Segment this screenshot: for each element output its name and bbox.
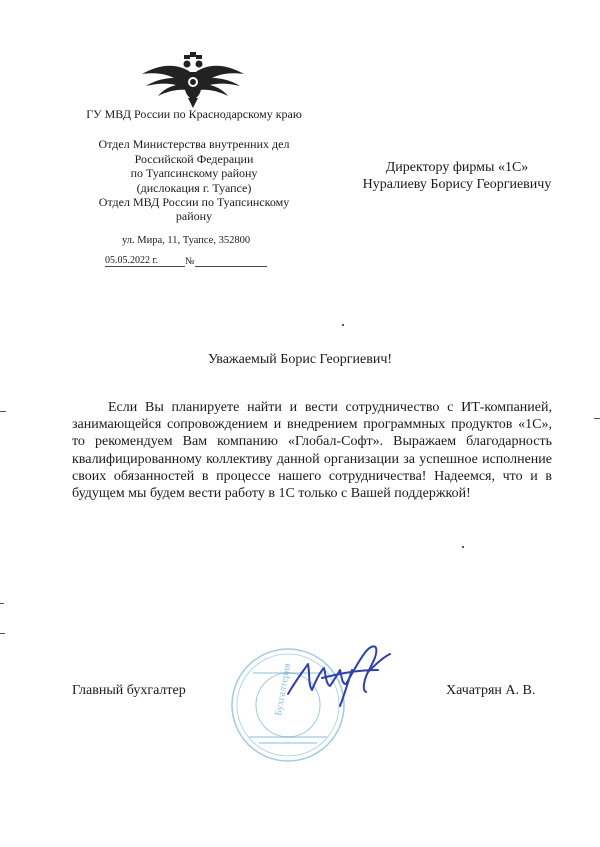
- sender-dept-line: по Туапсинскому району: [130, 166, 258, 181]
- recipient-line-1: Директору фирмы «1С»: [385, 160, 529, 175]
- number-blank: [195, 255, 267, 267]
- sender-dept-line: району: [175, 209, 213, 224]
- sender-dept-line: Отдел Министерства внутренних дел: [98, 137, 290, 152]
- stamp-text: Бухгалтерия: [273, 662, 294, 717]
- sender-address: ул. Мира, 11, Туапсе, 352800: [122, 235, 251, 246]
- signer-name: Хачатрян А. В.: [446, 683, 536, 698]
- sender-block: [64, 107, 324, 224]
- number-label: №: [185, 256, 195, 267]
- scan-speck: [0, 633, 5, 634]
- scan-speck: [0, 603, 4, 604]
- scan-speck: [342, 324, 344, 326]
- scan-speck: [594, 418, 600, 419]
- signer-role: Главный бухгалтер: [72, 683, 186, 698]
- recipient-block: [346, 159, 568, 193]
- scan-speck: [0, 411, 6, 412]
- sender-org-main: ГУ МВД России по Краснодарскому краю: [86, 107, 302, 121]
- mvd-emblem-icon: [138, 52, 248, 108]
- letter-body: Если Вы планируете найти и вести сотрудничество с ИТ-компанией, занимающейся сопровождением и внедрением программных продуктов «1С», то рекомендуем Вам компанию «Глобал-Софт». Выражаем благодарность квалифицированному коллективу данной организации за успешное исполнение своих обязанностей в процессе нашего сотрудничества! Надеемся, что и в будущем мы будем вести работу в 1С только с Вашей поддержкой!: [72, 400, 552, 502]
- sender-dept-line: (дислокация г. Туапсе): [136, 180, 252, 195]
- letter-date: 05.05.2022 г.: [105, 255, 185, 267]
- scan-speck: [462, 546, 464, 548]
- sender-dept-line: Отдел МВД России по Туапсинскому: [98, 195, 290, 210]
- recipient-line-2: Нуралиеву Борису Георгиевичу: [362, 177, 552, 192]
- handwritten-signature: [282, 640, 396, 710]
- greeting: Уважаемый Борис Георгиевич!: [207, 352, 393, 367]
- date-number-row: [105, 255, 267, 267]
- sender-dept-line: Российской Федерации: [134, 151, 254, 166]
